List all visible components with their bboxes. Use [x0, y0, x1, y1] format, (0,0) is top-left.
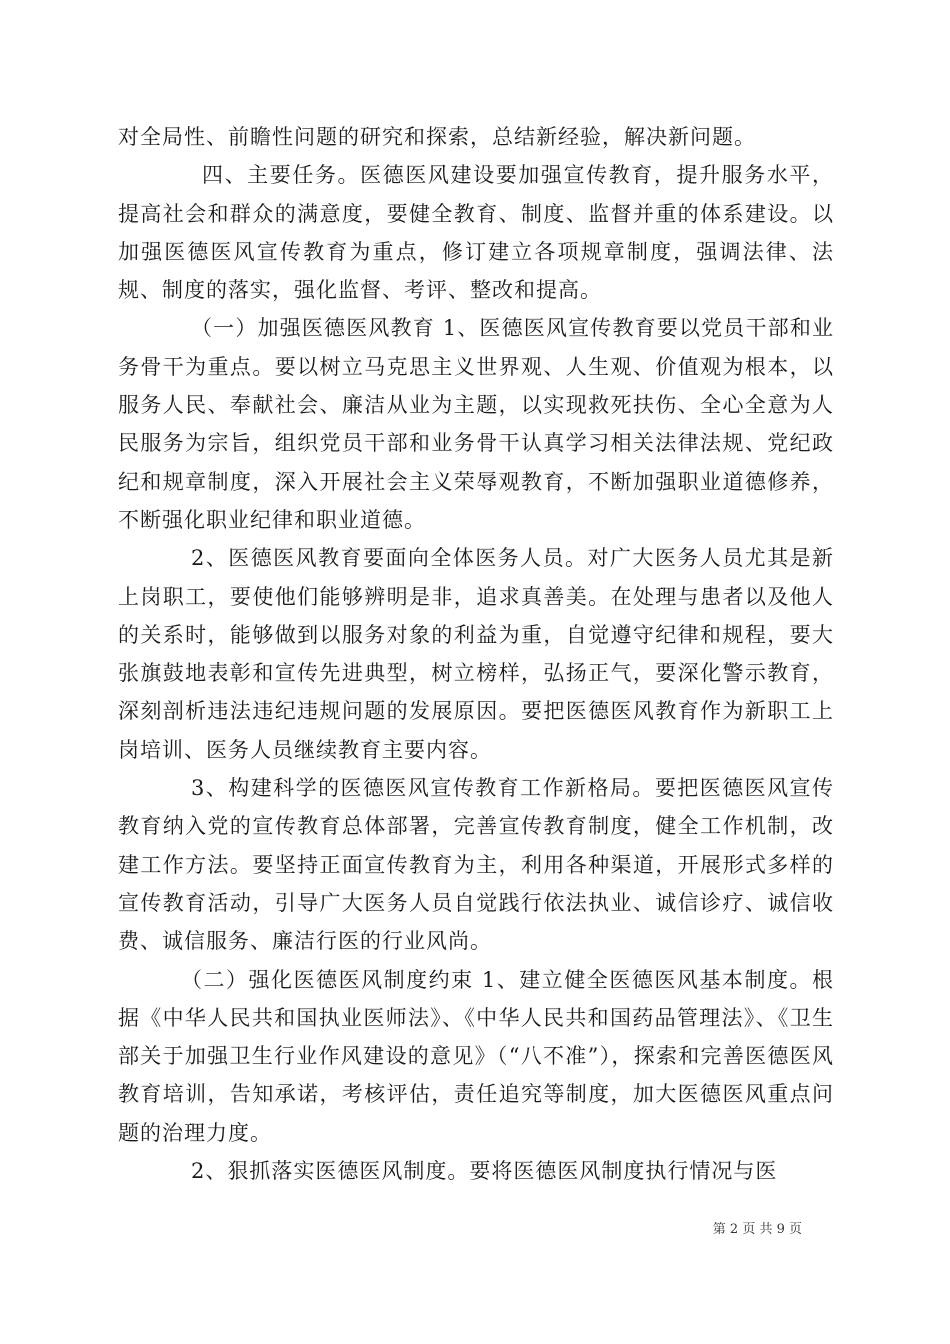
paragraph-section-one-item-1: （一）加强医德医风教育 1、医德医风宣传教育要以党员干部和业务骨干为重点。要以树立马克思主义世界观、人生观、价值观为根本，以服务人民、奉献社会、廉洁从业为主题，以实现救死扶伤、全心全意为人民服务为宗旨，组织党员干部和业务骨干认真学习相关法律法规、党纪政纪和规章制度，深入开展社会主义荣辱观教育，不断加强职业道德修养，不断强化职业纪律和职业道德。	[118, 316, 834, 532]
document-body	[118, 118, 834, 1190]
paragraph-section-two-item-1: （二）强化医德医风制度约束 1、建立健全医德医风基本制度。根据《中华人民共和国执业医师法》、《中华人民共和国药品管理法》、《卫生部关于加强卫生行业作风建设的意见》（“八不准”），探索和完善医德医风教育培训，告知承诺，考核评估，责任追究等制度，加大医德医风重点问题的治理力度。	[118, 967, 834, 1145]
page-number-footer: 第 2 页 共 9 页	[712, 1222, 802, 1237]
paragraph-section-one-item-2: 2、医德医风教育要面向全体医务人员。对广大医务人员尤其是新上岗职工，要使他们能够辨明是非，追求真善美。在处理与患者以及他人的关系时，能够做到以服务对象的利益为重，自觉遵守纪律和规程，要大张旗鼓地表彰和宣传先进典型，树立榜样，弘扬正气，要深化警示教育，深刻剖析违法违纪违规问题的发展原因。要把医德医风教育作为新职工上岗培训、医务人员继续教育主要内容。	[118, 546, 834, 762]
paragraph-section-two-item-2: 2、狠抓落实医德医风制度。要将医德医风制度执行情况与医	[191, 1159, 778, 1184]
paragraph-section-one-item-3: 3、构建科学的医德医风宣传教育工作新格局。要把医德医风宣传教育纳入党的宣传教育总体部署，完善宣传教育制度，健全工作机制，改建工作方法。要坚持正面宣传教育为主，利用各种渠道，开展形式多样的宣传教育活动，引导广大医务人员自觉践行依法执业、诚信诊疗、诚信收费、诚信服务、廉洁行医的行业风尚。	[118, 776, 834, 954]
paragraph-main-tasks: 四、主要任务。医德医风建设要加强宣传教育，提升服务水平，提高社会和群众的满意度，要健全教育、制度、监督并重的体系建设。以加强医德医风宣传教育为重点，修订建立各项规章制度，强调法律、法规、制度的落实，强化监督、考评、整改和提高。	[118, 163, 834, 303]
paragraph-continuation: 对全局性、前瞻性问题的研究和探索，总结新经验，解决新问题。	[118, 125, 756, 149]
